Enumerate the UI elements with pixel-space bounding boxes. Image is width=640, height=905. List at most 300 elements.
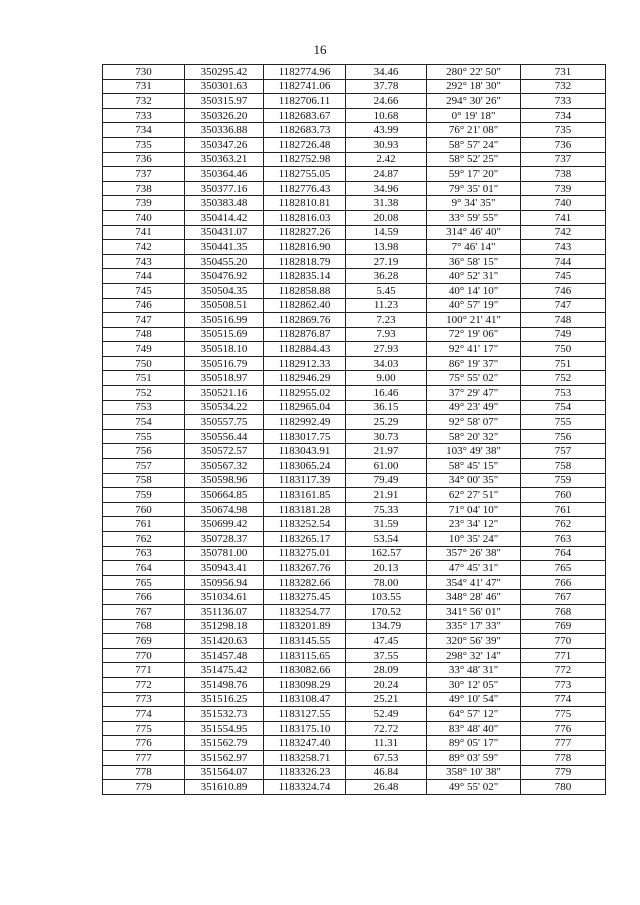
distance-cell: 28.09: [346, 663, 427, 678]
distance-cell: 16.46: [346, 386, 427, 401]
coordinate-y-cell: 1182683.67: [264, 108, 346, 123]
next-point-number-cell: 762: [521, 517, 606, 532]
distance-cell: 20.13: [346, 561, 427, 576]
coordinate-x-cell: 350441.35: [185, 240, 264, 255]
table-row: [103, 65, 606, 80]
point-number-cell: 769: [103, 634, 185, 649]
point-number-cell: 760: [103, 502, 185, 517]
next-point-number-cell: 770: [521, 634, 606, 649]
distance-cell: 13.98: [346, 240, 427, 255]
distance-cell: 103.55: [346, 590, 427, 605]
table-row: [103, 721, 606, 736]
coordinate-y-cell: 1182752.98: [264, 152, 346, 167]
bearing-cell: 58° 52' 25": [427, 152, 521, 167]
table-row: [103, 648, 606, 663]
bearing-cell: 33° 48' 31": [427, 663, 521, 678]
table-row: [103, 546, 606, 561]
distance-cell: 26.48: [346, 780, 427, 795]
next-point-number-cell: 761: [521, 502, 606, 517]
table-row: [103, 444, 606, 459]
next-point-number-cell: 777: [521, 736, 606, 751]
point-number-cell: 777: [103, 750, 185, 765]
coordinate-y-cell: 1183017.75: [264, 429, 346, 444]
coordinate-x-cell: 350781.00: [185, 546, 264, 561]
point-number-cell: 767: [103, 604, 185, 619]
coordinate-x-cell: 351610.89: [185, 780, 264, 795]
coordinate-y-cell: 1183247.40: [264, 736, 346, 751]
bearing-cell: 280° 22' 50": [427, 65, 521, 80]
coordinate-x-cell: 351034.61: [185, 590, 264, 605]
distance-cell: 20.24: [346, 677, 427, 692]
bearing-cell: 10° 35' 24": [427, 532, 521, 547]
point-number-cell: 749: [103, 342, 185, 357]
table-row: [103, 663, 606, 678]
distance-cell: 61.00: [346, 459, 427, 474]
distance-cell: 36.15: [346, 400, 427, 415]
next-point-number-cell: 749: [521, 327, 606, 342]
bearing-cell: 320° 56' 39": [427, 634, 521, 649]
next-point-number-cell: 769: [521, 619, 606, 634]
coordinate-x-cell: 350943.41: [185, 561, 264, 576]
coordinate-x-cell: 350557.75: [185, 415, 264, 430]
distance-cell: 37.55: [346, 648, 427, 663]
bearing-cell: 76° 21' 08": [427, 123, 521, 138]
distance-cell: 9.00: [346, 371, 427, 386]
next-point-number-cell: 748: [521, 313, 606, 328]
next-point-number-cell: 732: [521, 79, 606, 94]
coordinate-y-cell: 1182816.90: [264, 240, 346, 255]
bearing-cell: 37° 29' 47": [427, 386, 521, 401]
bearing-cell: 58° 20' 32": [427, 429, 521, 444]
next-point-number-cell: 776: [521, 721, 606, 736]
point-number-cell: 737: [103, 167, 185, 182]
next-point-number-cell: 731: [521, 65, 606, 80]
coordinate-y-cell: 1183282.66: [264, 575, 346, 590]
bearing-cell: 40° 14' 10": [427, 283, 521, 298]
coordinate-y-cell: 1182741.06: [264, 79, 346, 94]
point-number-cell: 779: [103, 780, 185, 795]
coordinate-y-cell: 1183275.45: [264, 590, 346, 605]
next-point-number-cell: 758: [521, 459, 606, 474]
coordinate-x-cell: 350326.20: [185, 108, 264, 123]
point-number-cell: 765: [103, 575, 185, 590]
bearing-cell: 49° 10' 54": [427, 692, 521, 707]
coordinate-x-cell: 350518.10: [185, 342, 264, 357]
bearing-cell: 79° 35' 01": [427, 181, 521, 196]
point-number-cell: 730: [103, 65, 185, 80]
coordinate-y-cell: 1183108.47: [264, 692, 346, 707]
bearing-cell: 357° 26' 38": [427, 546, 521, 561]
coordinate-y-cell: 1182955.02: [264, 386, 346, 401]
next-point-number-cell: 773: [521, 677, 606, 692]
bearing-cell: 335° 17' 33": [427, 619, 521, 634]
table-row: [103, 210, 606, 225]
coordinate-x-cell: 350518.97: [185, 371, 264, 386]
coordinate-y-cell: 1183145.55: [264, 634, 346, 649]
bearing-cell: 36° 58' 15": [427, 254, 521, 269]
bearing-cell: 86° 19' 37": [427, 356, 521, 371]
table-row: [103, 371, 606, 386]
bearing-cell: 59° 17' 20": [427, 167, 521, 182]
coordinate-y-cell: 1182965.04: [264, 400, 346, 415]
distance-cell: 34.96: [346, 181, 427, 196]
coordinate-y-cell: 1182862.40: [264, 298, 346, 313]
table-row: [103, 269, 606, 284]
coordinate-x-cell: 350414.42: [185, 210, 264, 225]
point-number-cell: 766: [103, 590, 185, 605]
coordinate-x-cell: 350295.42: [185, 65, 264, 80]
point-number-cell: 776: [103, 736, 185, 751]
table-row: [103, 459, 606, 474]
coordinate-x-cell: 351554.95: [185, 721, 264, 736]
coordinate-x-cell: 350534.22: [185, 400, 264, 415]
bearing-cell: 92° 41' 17": [427, 342, 521, 357]
coordinate-y-cell: 1183254.77: [264, 604, 346, 619]
table-row: [103, 342, 606, 357]
point-number-cell: 745: [103, 283, 185, 298]
coordinate-y-cell: 1182818.79: [264, 254, 346, 269]
distance-cell: 162.57: [346, 546, 427, 561]
coordinate-y-cell: 1183175.10: [264, 721, 346, 736]
coordinate-y-cell: 1182776.43: [264, 181, 346, 196]
next-point-number-cell: 741: [521, 210, 606, 225]
next-point-number-cell: 765: [521, 561, 606, 576]
coordinate-y-cell: 1182755.05: [264, 167, 346, 182]
point-number-cell: 752: [103, 386, 185, 401]
coordinate-y-cell: 1182884.43: [264, 342, 346, 357]
coordinate-x-cell: 350521.16: [185, 386, 264, 401]
distance-cell: 67.53: [346, 750, 427, 765]
coordinates-table-body: [103, 65, 606, 795]
coordinate-y-cell: 1182946.29: [264, 371, 346, 386]
distance-cell: 30.93: [346, 137, 427, 152]
coordinate-x-cell: 351562.79: [185, 736, 264, 751]
coordinate-y-cell: 1183326.23: [264, 765, 346, 780]
bearing-cell: 64° 57' 12": [427, 707, 521, 722]
point-number-cell: 773: [103, 692, 185, 707]
next-point-number-cell: 738: [521, 167, 606, 182]
coordinate-x-cell: 350567.32: [185, 459, 264, 474]
table-row: [103, 415, 606, 430]
distance-cell: 170.52: [346, 604, 427, 619]
distance-cell: 78.00: [346, 575, 427, 590]
coordinate-y-cell: 1182869.76: [264, 313, 346, 328]
table-row: [103, 196, 606, 211]
next-point-number-cell: 760: [521, 488, 606, 503]
next-point-number-cell: 753: [521, 386, 606, 401]
distance-cell: 24.87: [346, 167, 427, 182]
bearing-cell: 40° 52' 31": [427, 269, 521, 284]
coordinate-y-cell: 1182816.03: [264, 210, 346, 225]
distance-cell: 27.93: [346, 342, 427, 357]
point-number-cell: 754: [103, 415, 185, 430]
distance-cell: 47.45: [346, 634, 427, 649]
coordinate-x-cell: 350572.57: [185, 444, 264, 459]
coordinate-x-cell: 351136.07: [185, 604, 264, 619]
next-point-number-cell: 752: [521, 371, 606, 386]
table-row: [103, 575, 606, 590]
point-number-cell: 747: [103, 313, 185, 328]
bearing-cell: 314° 46' 40": [427, 225, 521, 240]
point-number-cell: 757: [103, 459, 185, 474]
bearing-cell: 348° 28' 46": [427, 590, 521, 605]
coordinate-x-cell: 350377.16: [185, 181, 264, 196]
table-row: [103, 254, 606, 269]
next-point-number-cell: 750: [521, 342, 606, 357]
coordinate-x-cell: 350515.69: [185, 327, 264, 342]
coordinate-x-cell: 351475.42: [185, 663, 264, 678]
table-row: [103, 561, 606, 576]
coordinate-y-cell: 1183065.24: [264, 459, 346, 474]
distance-cell: 37.78: [346, 79, 427, 94]
bearing-cell: 72° 19' 06": [427, 327, 521, 342]
coordinate-y-cell: 1183082.66: [264, 663, 346, 678]
bearing-cell: 89° 03' 59": [427, 750, 521, 765]
coordinate-x-cell: 350363.21: [185, 152, 264, 167]
distance-cell: 11.31: [346, 736, 427, 751]
table-row: [103, 152, 606, 167]
next-point-number-cell: 742: [521, 225, 606, 240]
coordinate-y-cell: 1183127.55: [264, 707, 346, 722]
coordinate-x-cell: 351532.73: [185, 707, 264, 722]
coordinate-y-cell: 1183161.85: [264, 488, 346, 503]
next-point-number-cell: 744: [521, 254, 606, 269]
coordinate-y-cell: 1183275.01: [264, 546, 346, 561]
point-number-cell: 740: [103, 210, 185, 225]
coordinate-y-cell: 1182683.73: [264, 123, 346, 138]
next-point-number-cell: 779: [521, 765, 606, 780]
distance-cell: 72.72: [346, 721, 427, 736]
coordinate-x-cell: 351298.18: [185, 619, 264, 634]
table-row: [103, 386, 606, 401]
coordinate-x-cell: 350516.99: [185, 313, 264, 328]
coordinate-x-cell: 350347.26: [185, 137, 264, 152]
point-number-cell: 741: [103, 225, 185, 240]
next-point-number-cell: 764: [521, 546, 606, 561]
bearing-cell: 358° 10' 38": [427, 765, 521, 780]
table-row: [103, 502, 606, 517]
table-row: [103, 692, 606, 707]
table-row: [103, 517, 606, 532]
point-number-cell: 734: [103, 123, 185, 138]
bearing-cell: 103° 49' 38": [427, 444, 521, 459]
distance-cell: 53.54: [346, 532, 427, 547]
point-number-cell: 742: [103, 240, 185, 255]
bearing-cell: 83° 48' 40": [427, 721, 521, 736]
coordinate-x-cell: 351516.25: [185, 692, 264, 707]
point-number-cell: 771: [103, 663, 185, 678]
point-number-cell: 772: [103, 677, 185, 692]
next-point-number-cell: 743: [521, 240, 606, 255]
coordinate-x-cell: 350598.96: [185, 473, 264, 488]
next-point-number-cell: 735: [521, 123, 606, 138]
point-number-cell: 750: [103, 356, 185, 371]
distance-cell: 7.23: [346, 313, 427, 328]
next-point-number-cell: 774: [521, 692, 606, 707]
distance-cell: 34.03: [346, 356, 427, 371]
next-point-number-cell: 767: [521, 590, 606, 605]
table-row: [103, 240, 606, 255]
table-row: [103, 327, 606, 342]
next-point-number-cell: 778: [521, 750, 606, 765]
point-number-cell: 746: [103, 298, 185, 313]
distance-cell: 2.42: [346, 152, 427, 167]
point-number-cell: 751: [103, 371, 185, 386]
distance-cell: 14.59: [346, 225, 427, 240]
coordinate-y-cell: 1183115.65: [264, 648, 346, 663]
distance-cell: 52.49: [346, 707, 427, 722]
bearing-cell: 341° 56' 01": [427, 604, 521, 619]
coordinate-y-cell: 1182827.26: [264, 225, 346, 240]
table-row: [103, 313, 606, 328]
point-number-cell: 768: [103, 619, 185, 634]
distance-cell: 46.84: [346, 765, 427, 780]
coordinate-x-cell: 350508.51: [185, 298, 264, 313]
point-number-cell: 770: [103, 648, 185, 663]
bearing-cell: 100° 21' 41": [427, 313, 521, 328]
distance-cell: 7.93: [346, 327, 427, 342]
table-row: [103, 108, 606, 123]
next-point-number-cell: 754: [521, 400, 606, 415]
point-number-cell: 764: [103, 561, 185, 576]
coordinate-y-cell: 1183201.89: [264, 619, 346, 634]
coordinate-y-cell: 1183117.39: [264, 473, 346, 488]
distance-cell: 27.19: [346, 254, 427, 269]
coordinate-x-cell: 350431.07: [185, 225, 264, 240]
table-row: [103, 780, 606, 795]
bearing-cell: 23° 34' 12": [427, 517, 521, 532]
coordinate-x-cell: 350383.48: [185, 196, 264, 211]
point-number-cell: 735: [103, 137, 185, 152]
table-row: [103, 429, 606, 444]
coordinate-y-cell: 1182706.11: [264, 94, 346, 109]
next-point-number-cell: 763: [521, 532, 606, 547]
coordinate-x-cell: 351420.63: [185, 634, 264, 649]
bearing-cell: 49° 55' 02": [427, 780, 521, 795]
bearing-cell: 0° 19' 18": [427, 108, 521, 123]
coordinate-y-cell: 1182774.96: [264, 65, 346, 80]
bearing-cell: 89° 05' 17": [427, 736, 521, 751]
coordinate-x-cell: 350336.88: [185, 123, 264, 138]
table-row: [103, 619, 606, 634]
coordinate-x-cell: 351498.76: [185, 677, 264, 692]
coordinate-y-cell: 1183265.17: [264, 532, 346, 547]
next-point-number-cell: 757: [521, 444, 606, 459]
table-row: [103, 736, 606, 751]
next-point-number-cell: 780: [521, 780, 606, 795]
table-row: [103, 707, 606, 722]
table-row: [103, 488, 606, 503]
point-number-cell: 763: [103, 546, 185, 561]
bearing-cell: 47° 45' 31": [427, 561, 521, 576]
table-row: [103, 225, 606, 240]
point-number-cell: 755: [103, 429, 185, 444]
coordinate-x-cell: 351564.07: [185, 765, 264, 780]
distance-cell: 34.46: [346, 65, 427, 80]
coordinate-y-cell: 1183098.29: [264, 677, 346, 692]
distance-cell: 25.21: [346, 692, 427, 707]
point-number-cell: 739: [103, 196, 185, 211]
table-row: [103, 137, 606, 152]
point-number-cell: 775: [103, 721, 185, 736]
coordinate-x-cell: 350476.92: [185, 269, 264, 284]
bearing-cell: 354° 41' 47": [427, 575, 521, 590]
table-row: [103, 765, 606, 780]
table-row: [103, 79, 606, 94]
distance-cell: 31.38: [346, 196, 427, 211]
coordinate-x-cell: 350556.44: [185, 429, 264, 444]
point-number-cell: 748: [103, 327, 185, 342]
coordinate-x-cell: 351562.97: [185, 750, 264, 765]
point-number-cell: 758: [103, 473, 185, 488]
coordinate-x-cell: 350364.46: [185, 167, 264, 182]
table-row: [103, 356, 606, 371]
next-point-number-cell: 768: [521, 604, 606, 619]
coordinate-y-cell: 1182810.81: [264, 196, 346, 211]
table-row: [103, 473, 606, 488]
point-number-cell: 756: [103, 444, 185, 459]
bearing-cell: 294° 30' 26": [427, 94, 521, 109]
distance-cell: 21.97: [346, 444, 427, 459]
next-point-number-cell: 747: [521, 298, 606, 313]
bearing-cell: 30° 12' 05": [427, 677, 521, 692]
distance-cell: 24.66: [346, 94, 427, 109]
coordinate-x-cell: 350699.42: [185, 517, 264, 532]
next-point-number-cell: 736: [521, 137, 606, 152]
next-point-number-cell: 737: [521, 152, 606, 167]
next-point-number-cell: 740: [521, 196, 606, 211]
point-number-cell: 774: [103, 707, 185, 722]
coordinate-x-cell: 350455.20: [185, 254, 264, 269]
coordinate-x-cell: 350315.97: [185, 94, 264, 109]
coordinate-y-cell: 1182876.87: [264, 327, 346, 342]
distance-cell: 30.73: [346, 429, 427, 444]
next-point-number-cell: 733: [521, 94, 606, 109]
distance-cell: 79.49: [346, 473, 427, 488]
coordinate-x-cell: 350674.98: [185, 502, 264, 517]
table-row: [103, 167, 606, 182]
bearing-cell: 62° 27' 51": [427, 488, 521, 503]
coordinate-x-cell: 351457.48: [185, 648, 264, 663]
coordinate-y-cell: 1182835.14: [264, 269, 346, 284]
table-row: [103, 750, 606, 765]
distance-cell: 25.29: [346, 415, 427, 430]
bearing-cell: 33° 59' 55": [427, 210, 521, 225]
coordinate-y-cell: 1182858.88: [264, 283, 346, 298]
bearing-cell: 49° 23' 49": [427, 400, 521, 415]
coordinate-x-cell: 350504.35: [185, 283, 264, 298]
table-row: [103, 604, 606, 619]
coordinate-x-cell: 350516.79: [185, 356, 264, 371]
point-number-cell: 744: [103, 269, 185, 284]
distance-cell: 21.91: [346, 488, 427, 503]
bearing-cell: 58° 45' 15": [427, 459, 521, 474]
point-number-cell: 762: [103, 532, 185, 547]
point-number-cell: 753: [103, 400, 185, 415]
distance-cell: 5.45: [346, 283, 427, 298]
bearing-cell: 40° 57' 19": [427, 298, 521, 313]
next-point-number-cell: 771: [521, 648, 606, 663]
coordinate-y-cell: 1183043.91: [264, 444, 346, 459]
next-point-number-cell: 775: [521, 707, 606, 722]
bearing-cell: 92° 58' 07": [427, 415, 521, 430]
distance-cell: 75.33: [346, 502, 427, 517]
next-point-number-cell: 751: [521, 356, 606, 371]
coordinate-x-cell: 350956.94: [185, 575, 264, 590]
bearing-cell: 71° 04' 10": [427, 502, 521, 517]
table-row: [103, 283, 606, 298]
distance-cell: 11.23: [346, 298, 427, 313]
